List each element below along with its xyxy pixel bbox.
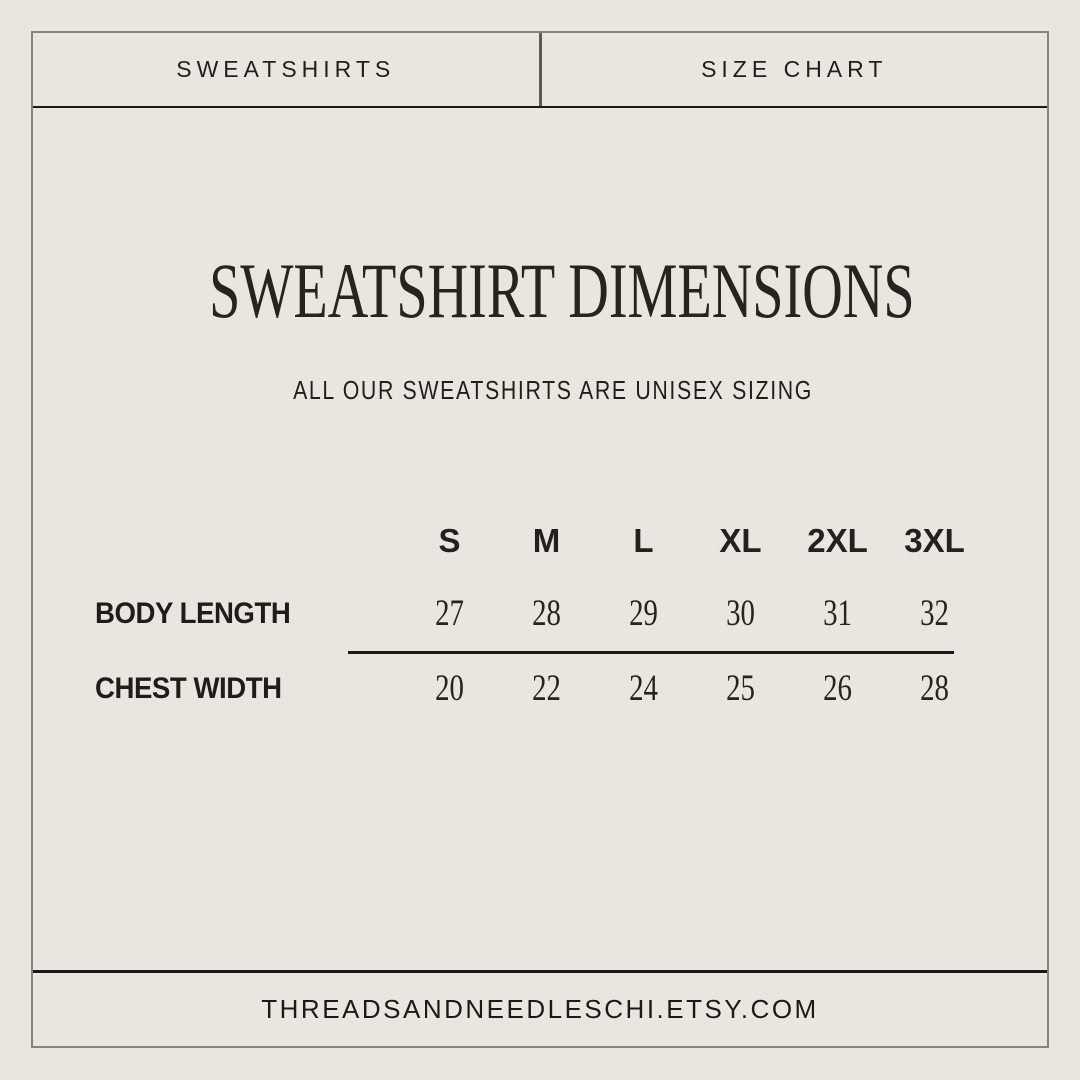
page-subtitle: ALL OUR SWEATSHIRTS ARE UNISEX SIZING <box>293 375 813 405</box>
shop-url: THREADSANDNEEDLESCHI.ETSY.COM <box>261 994 819 1024</box>
column-header-3xl: 3XL <box>904 522 965 559</box>
outer-frame <box>31 31 1049 1048</box>
size-header-row <box>95 521 983 561</box>
table-row-chest-width <box>95 667 983 707</box>
value: 25 <box>726 668 755 709</box>
column-header-l: L <box>633 522 654 559</box>
chest-width-s <box>401 667 498 710</box>
body-length-xl <box>692 592 789 635</box>
value: 26 <box>823 668 852 709</box>
chest-width-xl <box>692 667 789 710</box>
header-label-size-chart: SIZE CHART <box>701 56 888 82</box>
size-table <box>95 521 983 731</box>
value: 24 <box>629 668 658 709</box>
row-label-cell <box>95 597 401 631</box>
chest-width-l <box>595 667 692 710</box>
body-length-2xl <box>789 592 886 635</box>
subtitle-wrap <box>33 374 1073 406</box>
table-divider-line <box>348 651 954 654</box>
row-label-cell <box>95 672 401 706</box>
table-row-body-length <box>95 592 983 632</box>
header-cell-size-chart <box>542 33 1048 106</box>
header-bar <box>33 33 1047 108</box>
column-header-2xl: 2XL <box>807 522 868 559</box>
column-header-s: S <box>438 522 461 559</box>
header-cell-sweatshirts <box>33 33 542 106</box>
body-length-s <box>401 592 498 635</box>
row-label-chest-width: CHEST WIDTH <box>95 671 282 705</box>
body-length-l <box>595 592 692 635</box>
value: 20 <box>435 668 464 709</box>
value: 28 <box>920 668 949 709</box>
header-label-sweatshirts: SWEATSHIRTS <box>176 56 396 82</box>
value: 22 <box>532 668 561 709</box>
page-title: SWEATSHIRT DIMENSIONS <box>209 247 915 334</box>
body-length-3xl <box>886 592 983 635</box>
row-label-body-length: BODY LENGTH <box>95 596 291 630</box>
value: 29 <box>629 593 658 634</box>
chest-width-2xl <box>789 667 886 710</box>
footer-bar <box>33 970 1047 1046</box>
value: 30 <box>726 593 755 634</box>
chest-width-m <box>498 667 595 710</box>
column-header-m: M <box>532 522 561 559</box>
value: 28 <box>532 593 561 634</box>
value: 27 <box>435 593 464 634</box>
chest-width-3xl <box>886 667 983 710</box>
value: 31 <box>823 593 852 634</box>
value: 32 <box>920 593 949 634</box>
body-length-m <box>498 592 595 635</box>
title-wrap <box>33 247 1080 334</box>
column-header-xl: XL <box>719 522 762 559</box>
